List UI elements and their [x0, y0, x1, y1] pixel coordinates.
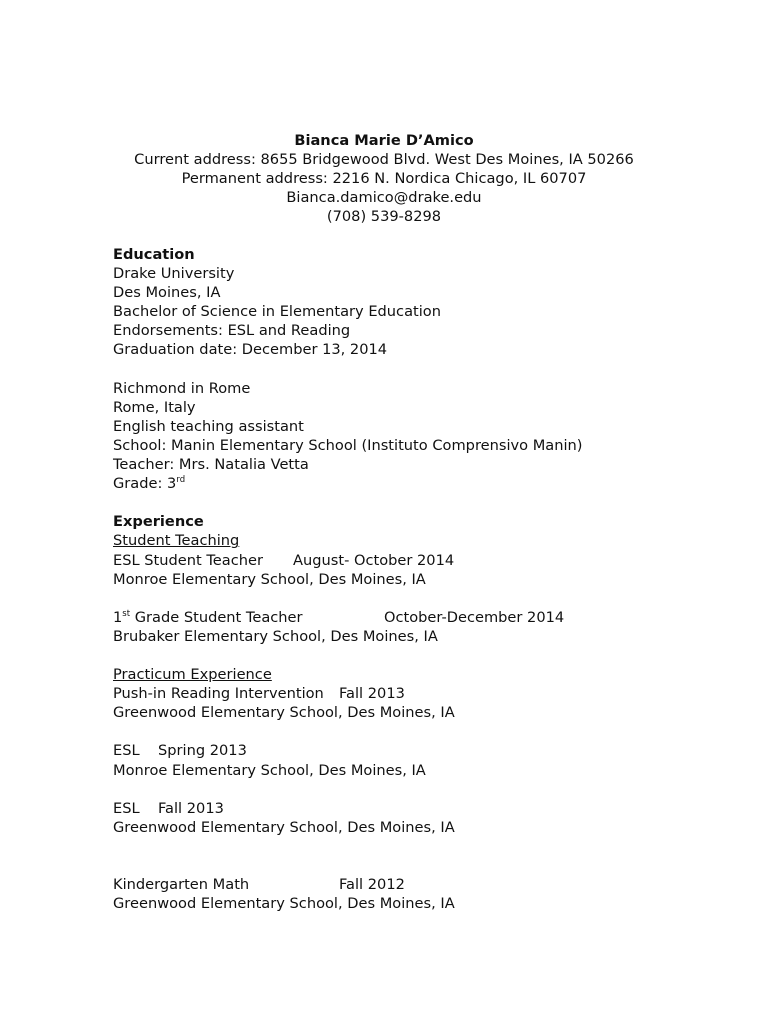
- ordinal-number: 1: [113, 608, 123, 626]
- experience-entry-title: [113, 799, 713, 818]
- entry-role: Push-in Reading Intervention: [113, 685, 324, 703]
- email-address: Bianca.damico@drake.edu: [286, 189, 482, 207]
- entry-dates: Fall 2013: [158, 799, 224, 817]
- experience-entry-title: [113, 741, 713, 760]
- experience-entry-title: [113, 684, 713, 703]
- candidate-name: Bianca Marie D’Amico: [294, 132, 474, 149]
- spacer: [113, 589, 713, 608]
- permanent-address: Permanent address: 2216 N. Nordica Chicago, IL 60707: [181, 170, 587, 188]
- student-teaching-heading: Student Teaching: [113, 532, 240, 550]
- grade-suffix: rd: [176, 475, 186, 486]
- experience-entry-title: [113, 875, 713, 894]
- abroad-program: Richmond in Rome: [113, 379, 251, 397]
- abroad-school: School: Manin Elementary School (Instituto Comprensivo Manin): [113, 436, 583, 454]
- abroad-location: Rome, Italy: [113, 398, 196, 416]
- spacer: [113, 722, 713, 741]
- ordinal-suffix: st: [122, 608, 131, 619]
- abroad-role: English teaching assistant: [113, 417, 304, 435]
- spacer: [113, 646, 713, 665]
- experience-heading: Experience: [113, 513, 204, 531]
- spacer: [113, 856, 713, 875]
- abroad-teacher: Teacher: Mrs. Natalia Vetta: [113, 456, 309, 474]
- entry-dates: Spring 2013: [158, 742, 247, 760]
- entry-school: Greenwood Elementary School, Des Moines, IA: [113, 704, 455, 722]
- entry-dates: Fall 2013: [339, 685, 405, 703]
- entry-role: ESL: [113, 799, 140, 817]
- entry-dates: Fall 2012: [339, 876, 405, 894]
- university-location: Des Moines, IA: [113, 284, 221, 302]
- spacer: [113, 493, 713, 512]
- graduation-date: Graduation date: December 13, 2014: [113, 341, 388, 359]
- resume-body: [113, 245, 713, 913]
- experience-section: [113, 512, 713, 913]
- abroad-grade: [113, 474, 713, 493]
- endorsements: Endorsements: ESL and Reading: [113, 322, 351, 340]
- education-heading: Education: [113, 246, 195, 263]
- education-section: [113, 245, 713, 493]
- entry-dates: August- October 2014: [293, 551, 455, 569]
- spacer: [113, 780, 713, 799]
- entry-school: Monroe Elementary School, Des Moines, IA: [113, 761, 426, 779]
- current-address: Current address: 8655 Bridgewood Blvd. West Des Moines, IA 50266: [134, 151, 634, 169]
- experience-entry-title: [113, 551, 713, 570]
- contact-header: [0, 131, 768, 226]
- university-name: Drake University: [113, 265, 235, 283]
- entry-dates: October-December 2014: [384, 608, 565, 626]
- entry-school: Brubaker Elementary School, Des Moines, IA: [113, 627, 438, 645]
- role-text: Grade Student Teacher: [130, 608, 303, 626]
- degree: Bachelor of Science in Elementary Education: [113, 303, 441, 321]
- experience-entry-title: [113, 608, 713, 627]
- entry-role: Kindergarten Math: [113, 876, 250, 894]
- spacer: [113, 837, 713, 856]
- practicum-heading: Practicum Experience: [113, 666, 272, 684]
- entry-role: [113, 608, 384, 627]
- entry-role: ESL Student Teacher: [113, 551, 263, 569]
- phone-number: (708) 539-8298: [326, 208, 442, 226]
- grade-label: Grade: 3: [113, 475, 177, 493]
- entry-school: Monroe Elementary School, Des Moines, IA: [113, 570, 426, 588]
- entry-school: Greenwood Elementary School, Des Moines, IA: [113, 818, 455, 836]
- entry-role: ESL: [113, 742, 140, 760]
- entry-school: Greenwood Elementary School, Des Moines, IA: [113, 895, 455, 913]
- spacer: [113, 360, 713, 379]
